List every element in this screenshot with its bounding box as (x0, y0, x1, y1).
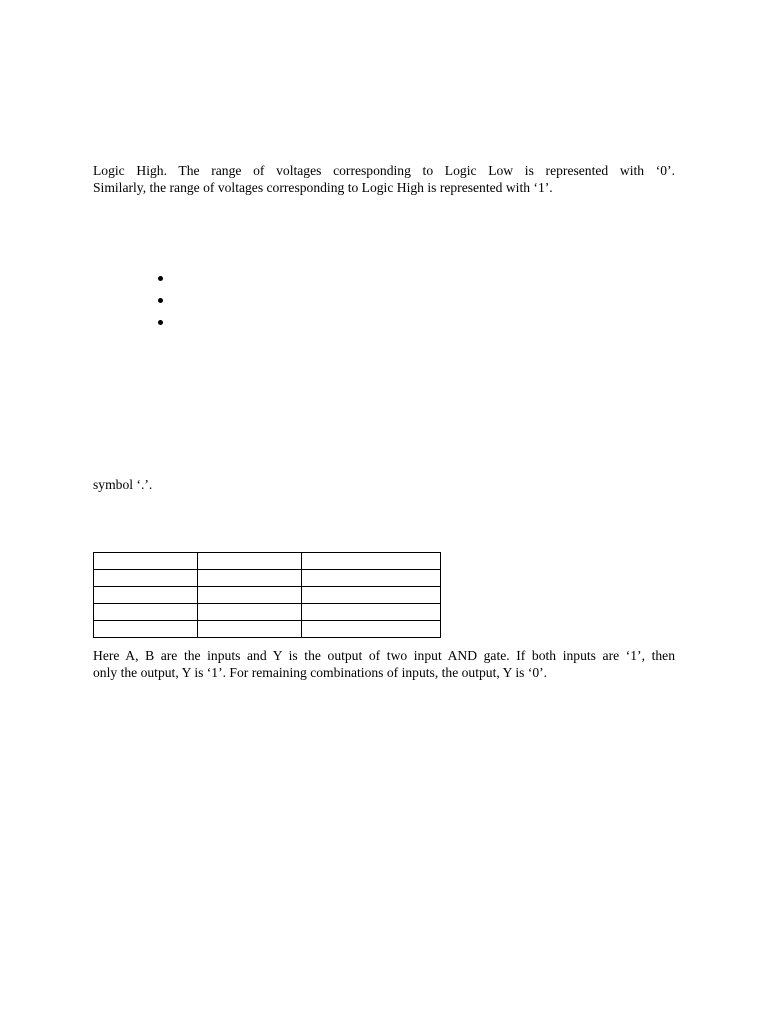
table-cell (302, 570, 441, 587)
paragraph-line: Logic High. The range of voltages corresponding to Logic Low is represented with ‘0’. (93, 163, 675, 178)
bullet-icon (158, 298, 163, 303)
table-cell (198, 553, 302, 570)
bullet-icon (158, 276, 163, 281)
table-cell (198, 621, 302, 638)
table-cell (94, 621, 198, 638)
table-cell (302, 621, 441, 638)
paragraph-line: only the output, Y is ‘1’. For remaining combinations of inputs, the output, Y is ‘0’. (93, 664, 548, 680)
table-row (94, 604, 441, 621)
paragraph-line: Here A, B are the inputs and Y is the output of two input AND gate. If both inputs are ‘1’, then (93, 648, 675, 663)
paragraph-line: symbol ‘.’. (93, 477, 153, 492)
logic-levels-paragraph (93, 163, 675, 196)
table-cell (302, 587, 441, 604)
table-cell (94, 604, 198, 621)
symbol-paragraph (93, 477, 675, 494)
table-cell (198, 570, 302, 587)
table-cell (198, 587, 302, 604)
and-gate-paragraph (93, 648, 675, 681)
table-cell (198, 604, 302, 621)
table-cell (94, 587, 198, 604)
truth-table (93, 552, 441, 638)
table-row (94, 587, 441, 604)
table-cell (302, 553, 441, 570)
table-cell (94, 553, 198, 570)
paragraph-line: Similarly, the range of voltages corresponding to Logic High is represented with ‘1’. (93, 179, 553, 195)
table-row (94, 621, 441, 638)
bullet-icon (158, 320, 163, 325)
table-cell (302, 604, 441, 621)
table-row (94, 570, 441, 587)
table-row (94, 553, 441, 570)
table-cell (94, 570, 198, 587)
